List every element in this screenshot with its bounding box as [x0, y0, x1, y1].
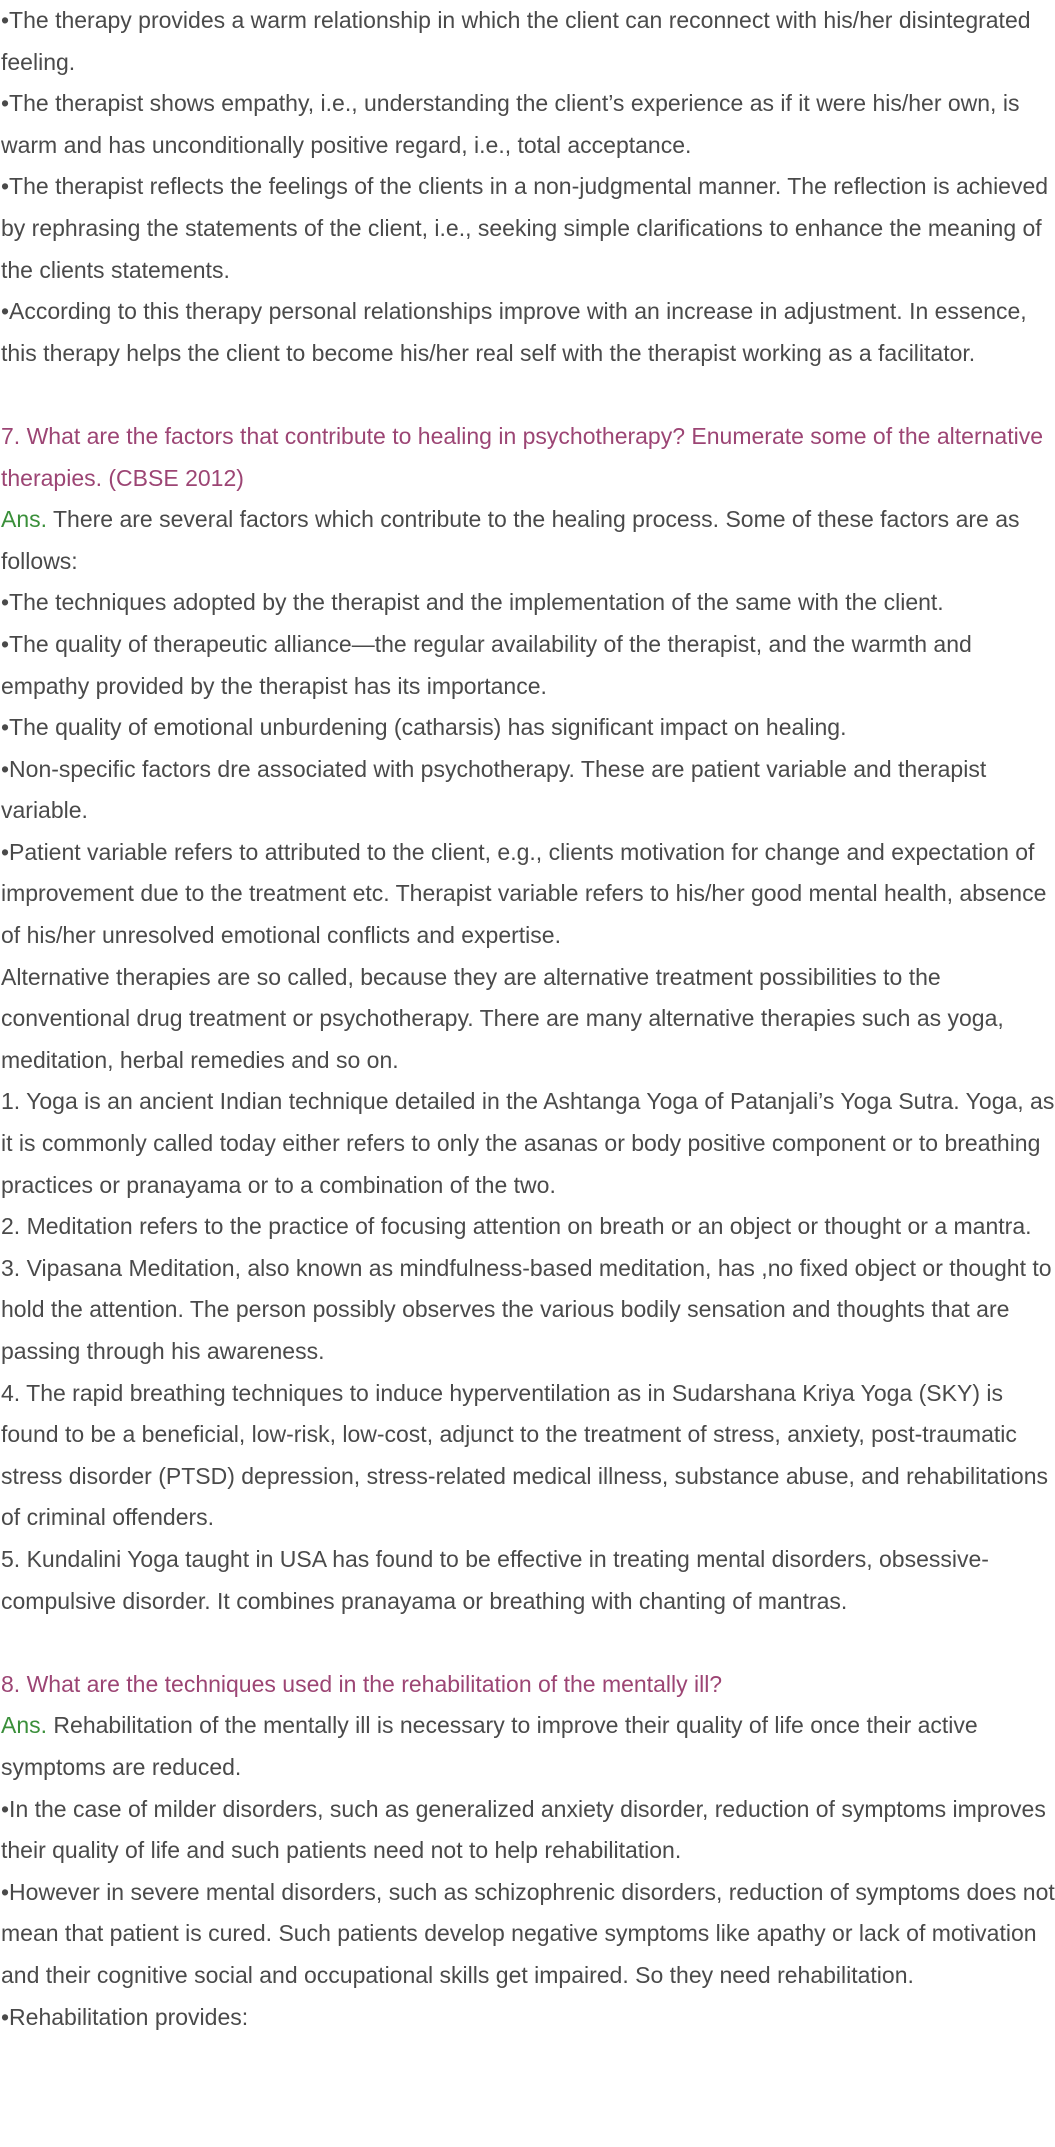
question-8: 8. What are the techniques used in the rehabilitation of the mentally ill? [1, 1670, 723, 1697]
q7-paragraph: Alternative therapies are so called, because they are alternative treatment possibilities to the conventional drug treatment or psychotherapy. There are many alternative therapies such as yoga, meditation, herbal remedies and so on. [1, 963, 1004, 1073]
answer-label: Ans. [1, 1712, 48, 1739]
q8-paragraph: •In the case of milder disorders, such as generalized anxiety disorder, reduction of symptoms improves their quality of life and such patients need not to help rehabilitation. [1, 1795, 1046, 1864]
q7-paragraph: 2. Meditation refers to the practice of focusing attention on breath or an object or thought or a mantra. [1, 1213, 1032, 1240]
section-gap [1, 1622, 1055, 1664]
q7-paragraph: •Non-specific factors dre associated with psychotherapy. These are patient variable and therapist variable. [1, 755, 987, 824]
q7-paragraph: •The quality of emotional unburdening (catharsis) has significant impact on healing. [1, 714, 847, 741]
q7-paragraph: 5. Kundalini Yoga taught in USA has found to be effective in treating mental disorders, obsessive-compulsive disorder. It combines pranayama or breathing with chanting of mantras. [1, 1545, 989, 1614]
q7-paragraph: •Patient variable refers to attributed to the client, e.g., clients motivation for change and expectation of improvement due to the treatment etc. Therapist variable refers to his/her good mental health, absence of his/her unresolved emotional conflicts and expertise. [1, 838, 1047, 949]
answer-7-text: There are several factors which contribute to the healing process. Some of these factors are as follows: [1, 506, 1020, 574]
q8-paragraph: •Rehabilitation provides: [1, 2003, 249, 2030]
q7-paragraph: •The techniques adopted by the therapist and the implementation of the same with the client. [1, 589, 944, 616]
intro-bullet-3: •The therapist reflects the feelings of the clients in a non-judgmental manner. The reflection is achieved by rephrasing the statements of the client, i.e., seeking simple clarifications to enhance the meaning of the clients statements. [1, 173, 1049, 283]
q7-paragraph: 4. The rapid breathing techniques to induce hyperventilation as in Sudarshana Kriya Yoga (SKY) is found to be a beneficial, low-risk, low-cost, adjunct to the treatment of stress, anxiety, post-traumatic stress disorder (PTSD) depression, stress-related medical illness, substance abuse, and rehabilitations of criminal offenders. [1, 1379, 1048, 1531]
answer-label: Ans. [1, 506, 48, 533]
answer-7 [1, 499, 1055, 582]
answer-8 [1, 1705, 1055, 1788]
section-gap [1, 374, 1055, 416]
answer-8-text: Rehabilitation of the mentally ill is necessary to improve their quality of life once their active symptoms are reduced. [1, 1712, 978, 1780]
question-7: 7. What are the factors that contribute to healing in psychotherapy? Enumerate some of the alternative therapies. (CBSE 2012) [1, 422, 1043, 491]
intro-bullet-1: •The therapy provides a warm relationship in which the client can reconnect with his/her disintegrated feeling. [1, 7, 1031, 75]
q8-paragraph: •However in severe mental disorders, such as schizophrenic disorders, reduction of symptoms does not mean that patient is cured. Such patients develop negative symptoms like apathy or lack of motivation and their cognitive social and occupational skills get impaired. So they need rehabilitation. [1, 1878, 1055, 1988]
q7-paragraph: 1. Yoga is an ancient Indian technique detailed in the Ashtanga Yoga of Patanjali’s Yoga Sutra. Yoga, as it is commonly called today either refers to only the asanas or body positive component or to breathing practices or pranayama or to a combination of the two. [1, 1088, 1055, 1198]
intro-bullet-4: •According to this therapy personal relationships improve with an increase in adjustment. In essence, this therapy helps the client to become his/her real self with the therapist working as a facilitator. [1, 298, 1027, 366]
intro-bullet-2: •The therapist shows empathy, i.e., understanding the client’s experience as if it were his/her own, is warm and has unconditionally positive regard, i.e., total acceptance. [1, 90, 1020, 158]
q7-paragraph: 3. Vipasana Meditation, also known as mindfulness-based meditation, has ,no fixed object or thought to hold the attention. The person possibly observes the various bodily sensation and thoughts that are passing through his awareness. [1, 1254, 1052, 1364]
q7-paragraph: •The quality of therapeutic alliance—the regular availability of the therapist, and the warmth and empathy provided by the therapist has its importance. [1, 630, 972, 699]
